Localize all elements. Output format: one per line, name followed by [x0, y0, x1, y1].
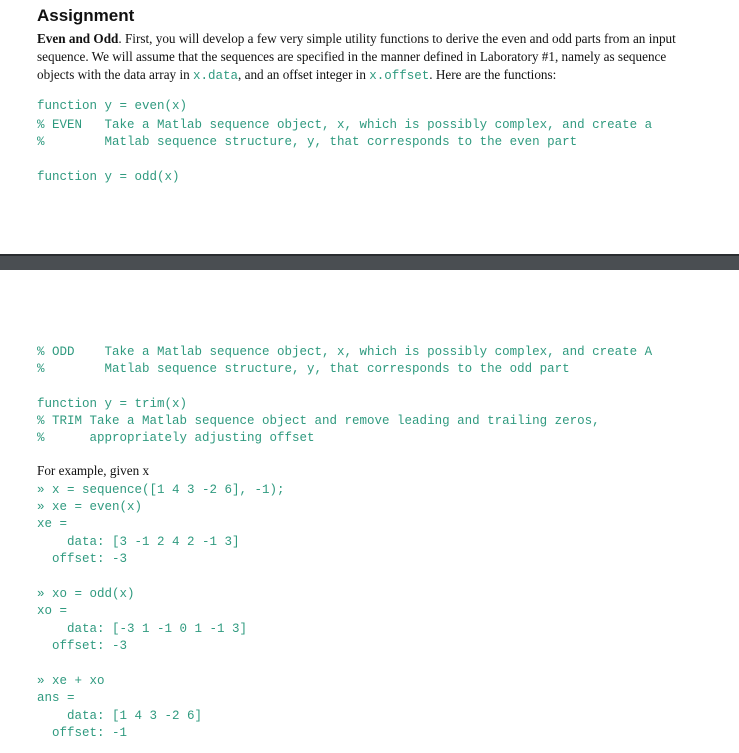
- intro-paragraph: [37, 30, 697, 85]
- trim-comment-line-1: % TRIM Take a Matlab sequence object and remove leading and trailing zeros,: [37, 414, 600, 428]
- even-comment-line-2: % Matlab sequence structure, y, that corresponds to the even part: [37, 135, 578, 149]
- intro-text-3: . Here are the functions:: [429, 67, 557, 82]
- example-line: » xo = odd(x): [37, 587, 135, 601]
- example-line: data: [-3 1 -1 0 1 -1 3]: [37, 622, 248, 636]
- trim-comment-line-2: % appropriately adjusting offset: [37, 431, 315, 445]
- example-line: xe =: [37, 517, 68, 531]
- example-intro: For example, given x: [37, 463, 150, 478]
- example-line: data: [1 4 3 -2 6]: [37, 709, 203, 723]
- example-line: offset: -3: [37, 639, 128, 653]
- even-function-signature: function y = even(x): [37, 99, 188, 113]
- intro-text-1: . First, you will develop a few very simple utility functions to derive the even and odd parts from an input sequence. We will assume that the sequences are specified in the manner defined in Laboratory #1, namely as sequence objects with the data array in: [37, 31, 676, 82]
- odd-function-signature: function y = odd(x): [37, 170, 180, 184]
- example-line: offset: -1: [37, 726, 128, 740]
- example-line: » xe = even(x): [37, 500, 143, 514]
- example-line: offset: -3: [37, 552, 128, 566]
- example-line: » x = sequence([1 4 3 -2 6], -1);: [37, 483, 285, 497]
- example-line: ans =: [37, 691, 75, 705]
- intro-code-data: x.data: [193, 69, 239, 83]
- odd-comment-line-2: % Matlab sequence structure, y, that corresponds to the odd part: [37, 362, 570, 376]
- example-line: » xe + xo: [37, 674, 105, 688]
- intro-text-2: , and an offset integer in: [238, 67, 370, 82]
- even-comment-line-1: % EVEN Take a Matlab sequence object, x, which is possibly complex, and create a: [37, 118, 653, 132]
- page-title: Assignment: [37, 6, 135, 25]
- odd-comment-line-1: % ODD Take a Matlab sequence object, x, which is possibly complex, and create A: [37, 345, 653, 359]
- example-line: data: [3 -1 2 4 2 -1 3]: [37, 535, 240, 549]
- trim-function-signature: function y = trim(x): [37, 397, 188, 411]
- intro-code-offset: x.offset: [369, 69, 430, 83]
- page-break-divider: [0, 254, 739, 270]
- intro-bold-heading: Even and Odd: [37, 31, 119, 46]
- example-line: xo =: [37, 604, 68, 618]
